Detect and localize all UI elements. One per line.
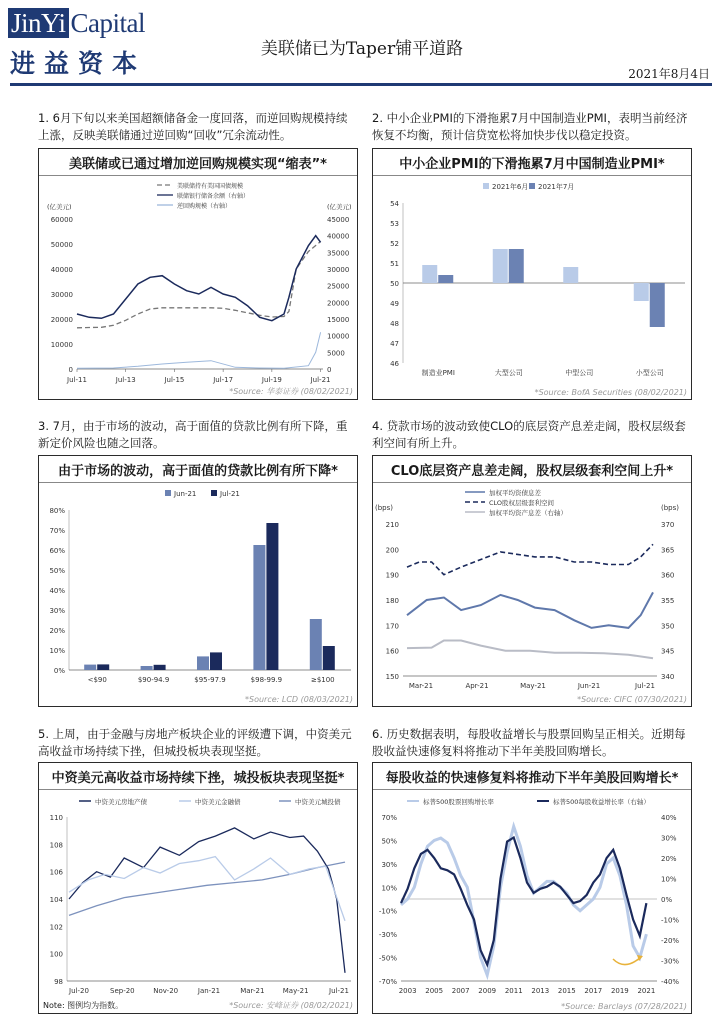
bar-0-1 <box>97 664 109 670</box>
series-line-0 <box>77 242 321 328</box>
category-label-2: $95-97.9 <box>194 676 226 684</box>
bar-2-1 <box>210 652 222 670</box>
x-tick-2005: 2005 <box>425 987 444 995</box>
y-tick-110: 110 <box>49 814 63 822</box>
left-tick-30%: 30% <box>381 860 397 869</box>
x-tick-Jul-20: Jul-20 <box>69 987 89 995</box>
x-tick-Jul-15: Jul-15 <box>164 376 185 384</box>
legend-swatch-0 <box>165 490 171 496</box>
right-axis-unit: (bps) <box>661 504 679 512</box>
category-label-3: $98-99.9 <box>250 676 283 684</box>
x-tick-2003: 2003 <box>398 987 417 995</box>
legend-label-2: 逆回购规模（右轴） <box>177 203 232 210</box>
left-tick-0: 0 <box>68 366 73 374</box>
x-tick-Apr-21: Apr-21 <box>465 682 489 690</box>
y-tick-102: 102 <box>49 923 63 932</box>
x-tick-2017: 2017 <box>584 987 603 995</box>
y-tick-48: 48 <box>390 320 399 328</box>
left-axis-unit: (亿美元) <box>47 203 72 211</box>
right-tick-0: 0 <box>327 366 332 374</box>
x-tick-Jul-19: Jul-19 <box>261 376 282 384</box>
right-tick-360: 360 <box>661 571 675 580</box>
y-tick-30%: 30% <box>49 607 65 615</box>
y-tick-70%: 70% <box>49 527 65 535</box>
right-tick--40%: -40% <box>661 978 680 986</box>
panel-4 <box>372 455 692 707</box>
left-tick-200: 200 <box>385 546 399 555</box>
x-tick-May-21: May-21 <box>282 987 309 995</box>
left-tick-50%: 50% <box>381 837 397 846</box>
header-rule <box>10 83 712 86</box>
legend-label-1: Jul-21 <box>220 490 240 498</box>
x-tick-2021: 2021 <box>637 987 656 995</box>
caption-6: 6. 历史数据表明，每股收益增长与股票回购呈正相关。近期每股收益快速修复料将推动下半年美股回购增长。 <box>372 727 686 758</box>
left-tick-70%: 70% <box>381 814 397 822</box>
right-tick-30000: 30000 <box>327 266 350 274</box>
left-tick-180: 180 <box>385 597 399 605</box>
y-tick-52: 52 <box>390 240 399 248</box>
x-tick-2015: 2015 <box>557 987 576 995</box>
bar-3-1 <box>266 523 278 670</box>
category-label-0: <$90 <box>87 676 107 684</box>
category-label-1: $90-94.9 <box>137 676 170 684</box>
y-tick-40%: 40% <box>49 587 65 595</box>
left-tick-150: 150 <box>385 673 399 681</box>
right-tick-40000: 40000 <box>327 232 350 241</box>
bar-3-0 <box>634 283 649 301</box>
left-tick-190: 190 <box>385 571 399 580</box>
chart-2 <box>373 177 691 387</box>
chart-5-note: Note: 图例均为指数。 <box>43 1001 124 1010</box>
y-tick-50: 50 <box>390 280 399 288</box>
logo-chinese: 进益资本 <box>10 49 147 78</box>
right-tick-350: 350 <box>661 622 675 631</box>
left-tick--30%: -30% <box>378 931 397 940</box>
legend-label-2: 加权平均资产息差（右轴） <box>489 509 567 517</box>
left-tick-210: 210 <box>385 521 399 529</box>
right-tick-340: 340 <box>661 673 675 681</box>
panel-2 <box>372 148 692 400</box>
legend-swatch-1 <box>211 490 217 496</box>
chart-6-source: *Source: Barclays (07/28/2021) <box>561 1002 687 1011</box>
chart-1-source: *Source: 华泰证券 (08/02/2021) <box>229 387 353 396</box>
x-tick-2011: 2011 <box>504 987 523 995</box>
right-axis-unit: (亿美元) <box>327 203 352 211</box>
x-tick-Jul-11: Jul-11 <box>67 376 87 384</box>
left-tick-20000: 20000 <box>50 316 73 324</box>
category-label-0: 制造业PMI <box>421 369 455 377</box>
left-tick--10%: -10% <box>378 907 397 916</box>
right-tick-355: 355 <box>661 597 675 605</box>
legend-label-0: 加权平均资债息差 <box>489 489 541 497</box>
y-tick-80%: 80% <box>49 507 65 515</box>
y-tick-100: 100 <box>49 950 63 959</box>
panel-3 <box>38 455 358 707</box>
legend-label-0: 美联储持有美国国债规模 <box>177 183 244 190</box>
caption-4: 4. 贷款市场的波动致使CLO的底层资产息差走阔，股权层级套利空间有所上升。 <box>372 419 686 450</box>
category-label-2: 中型公司 <box>565 369 594 377</box>
series-line-2 <box>407 641 653 659</box>
left-tick-170: 170 <box>385 622 399 631</box>
x-tick-2009: 2009 <box>478 987 497 995</box>
x-tick-2019: 2019 <box>610 987 629 995</box>
right-tick-0%: 0% <box>661 896 673 904</box>
series-line-1 <box>407 544 653 574</box>
right-tick-15000: 15000 <box>327 316 350 324</box>
right-tick--10%: -10% <box>661 916 680 925</box>
legend-label-1: 联储银行储备余额（右轴） <box>177 193 250 200</box>
left-tick--70%: -70% <box>378 978 397 986</box>
y-tick-49: 49 <box>390 300 399 308</box>
left-tick-10%: 10% <box>381 884 397 893</box>
left-tick-60000: 60000 <box>50 216 73 224</box>
right-tick-20%: 20% <box>661 855 677 863</box>
y-tick-98: 98 <box>54 978 63 986</box>
left-axis-unit: (bps) <box>375 504 393 512</box>
x-tick-Jul-21: Jul-21 <box>635 682 655 690</box>
legend-label-1: 中资美元金融债 <box>195 798 241 806</box>
left-tick-50000: 50000 <box>50 241 73 249</box>
right-tick-10000: 10000 <box>327 332 350 341</box>
chart-5 <box>39 791 357 1001</box>
y-tick-53: 53 <box>390 220 399 228</box>
x-tick-Mar-21: Mar-21 <box>240 987 265 995</box>
series-line-0 <box>401 826 646 975</box>
series-line-0 <box>69 828 345 973</box>
x-tick-Mar-21: Mar-21 <box>408 682 434 690</box>
chart-6-title: 每股收益的快速修复料将推动下半年美股回购增长* <box>385 771 679 786</box>
legend-swatch-1 <box>529 183 535 189</box>
right-tick-30%: 30% <box>661 834 677 843</box>
legend-label-0: Jun-21 <box>174 490 197 498</box>
y-tick-106: 106 <box>49 868 63 877</box>
bar-0-1 <box>438 275 453 283</box>
bar-1-1 <box>509 249 524 283</box>
series-line-1 <box>69 857 345 921</box>
legend-label-1: 标普500每股收益增长率（右轴） <box>553 798 650 806</box>
right-tick-5000: 5000 <box>327 349 345 358</box>
series-line-1 <box>77 236 321 321</box>
bar-0-0 <box>84 665 96 670</box>
legend-label-0: 中资美元房地产债 <box>95 798 147 806</box>
left-tick-40000: 40000 <box>50 266 73 274</box>
right-tick-25000: 25000 <box>327 282 350 291</box>
x-tick-2007: 2007 <box>451 987 470 995</box>
caption-5: 5. 上周，由于金融与房地产板块企业的评级遭下调，中资美元高收益市场持续下挫，但城投板块表现坚挺。 <box>38 727 352 758</box>
caption-3: 3. 7月，由于市场的波动，高于面值的贷款比例有所下降，重新定价风险也随之回落。 <box>38 419 348 450</box>
legend-label-1: CLO股权层级套利空间 <box>489 499 555 507</box>
category-label-3: 小型公司 <box>635 369 664 377</box>
chart-3-title: 由于市场的波动，高于面值的贷款比例有所下降* <box>58 464 338 479</box>
document-date: 2021年8月4日 <box>628 67 710 81</box>
bar-1-0 <box>141 666 153 670</box>
right-tick--30%: -30% <box>661 957 680 966</box>
y-tick-54: 54 <box>390 200 399 208</box>
y-tick-60%: 60% <box>49 547 65 555</box>
x-tick-Jul-13: Jul-13 <box>115 376 136 384</box>
right-tick-345: 345 <box>661 647 675 656</box>
legend-label-1: 2021年7月 <box>538 183 575 191</box>
y-tick-10%: 10% <box>49 647 65 655</box>
caption-1: 1. 6月下旬以来美国超额储备金一度回落，而逆回购规模持续上涨，反映美联储通过逆回购“回收”冗余流动性。 <box>38 111 348 142</box>
y-tick-104: 104 <box>49 896 63 904</box>
y-tick-20%: 20% <box>49 627 65 635</box>
right-tick--20%: -20% <box>661 937 680 945</box>
y-tick-46: 46 <box>390 360 399 368</box>
chart-4 <box>373 484 691 694</box>
x-tick-May-21: May-21 <box>520 682 546 690</box>
y-tick-51: 51 <box>390 260 399 268</box>
left-tick-10000: 10000 <box>50 341 73 349</box>
chart-1 <box>39 177 357 387</box>
chart-5-title: 中资美元高收益市场持续下挫，城投板块表现坚挺* <box>51 771 345 786</box>
caption-2: 2. 中小企业PMI的下滑拖累7月中国制造业PMI，表明当前经济恢复不均衡，预计信贷宽松将加快步伐以稳定投资。 <box>372 111 688 142</box>
x-tick-Jan-21: Jan-21 <box>197 987 221 995</box>
panel-6 <box>372 762 692 1014</box>
left-tick-30000: 30000 <box>50 291 73 299</box>
logo-text-b: Capital <box>70 8 146 38</box>
chart-2-title: 中小企业PMI的下滑拖累7月中国制造业PMI* <box>399 157 665 172</box>
bar-3-0 <box>253 545 265 670</box>
legend-swatch-0 <box>483 183 489 189</box>
right-tick-45000: 45000 <box>327 216 350 224</box>
chart-1-title: 美联储或已通过增加逆回购规模实现“缩表”* <box>69 157 327 172</box>
legend-label-2: 中资美元城投债 <box>295 798 341 806</box>
x-tick-Jun-21: Jun-21 <box>577 682 601 690</box>
logo-text-a: JinYi <box>8 8 69 38</box>
panel-1 <box>38 148 358 400</box>
y-tick-108: 108 <box>49 841 63 850</box>
bar-0-0 <box>422 265 437 283</box>
bar-4-0 <box>310 619 322 670</box>
legend-label-0: 标普500股票回购增长率 <box>423 798 494 806</box>
bar-2-0 <box>197 656 209 670</box>
chart-2-source: *Source: BofA Securities (08/02/2021) <box>534 388 687 397</box>
category-label-4: ≥$100 <box>310 676 335 684</box>
x-tick-Jul-21: Jul-21 <box>310 376 331 384</box>
chart-5-source: *Source: 安峰证券 (08/02/2021) <box>229 1001 353 1010</box>
right-tick-365: 365 <box>661 546 675 555</box>
document-title: 美联储已为Taper铺平道路 <box>260 39 464 59</box>
right-tick-40%: 40% <box>661 814 677 822</box>
right-tick-20000: 20000 <box>327 299 350 308</box>
x-tick-Nov-20: Nov-20 <box>153 987 179 995</box>
right-tick-370: 370 <box>661 521 675 529</box>
bar-1-0 <box>493 249 508 283</box>
chart-3 <box>39 484 357 694</box>
x-tick-Jul-21: Jul-21 <box>329 987 349 995</box>
x-tick-Sep-20: Sep-20 <box>110 987 135 995</box>
bar-1-1 <box>154 665 166 670</box>
series-line-2 <box>77 332 321 368</box>
chart-6 <box>373 791 691 1001</box>
left-tick-160: 160 <box>385 647 399 656</box>
panel-5 <box>38 762 358 1014</box>
series-line-0 <box>407 592 653 628</box>
left-tick--50%: -50% <box>378 954 397 963</box>
chart-4-source: *Source: CIFC (07/30/2021) <box>577 695 687 704</box>
bar-2-0 <box>563 267 578 283</box>
x-tick-Jul-17: Jul-17 <box>213 376 234 384</box>
category-label-1: 大型公司 <box>494 369 523 377</box>
legend-label-0: 2021年6月 <box>492 183 529 191</box>
y-tick-47: 47 <box>390 340 399 348</box>
bar-3-1 <box>650 283 665 327</box>
bar-4-1 <box>323 646 335 670</box>
y-tick-0%: 0% <box>53 667 65 675</box>
right-tick-35000: 35000 <box>327 249 350 258</box>
chart-3-source: *Source: LCD (08/03/2021) <box>245 695 353 704</box>
right-tick-10%: 10% <box>661 875 677 884</box>
chart-4-title: CLO底层资产息差走阔，股权层级套利空间上升* <box>390 464 674 479</box>
highlight-arrow <box>613 957 641 965</box>
x-tick-2013: 2013 <box>531 987 550 995</box>
y-tick-50%: 50% <box>49 567 65 575</box>
